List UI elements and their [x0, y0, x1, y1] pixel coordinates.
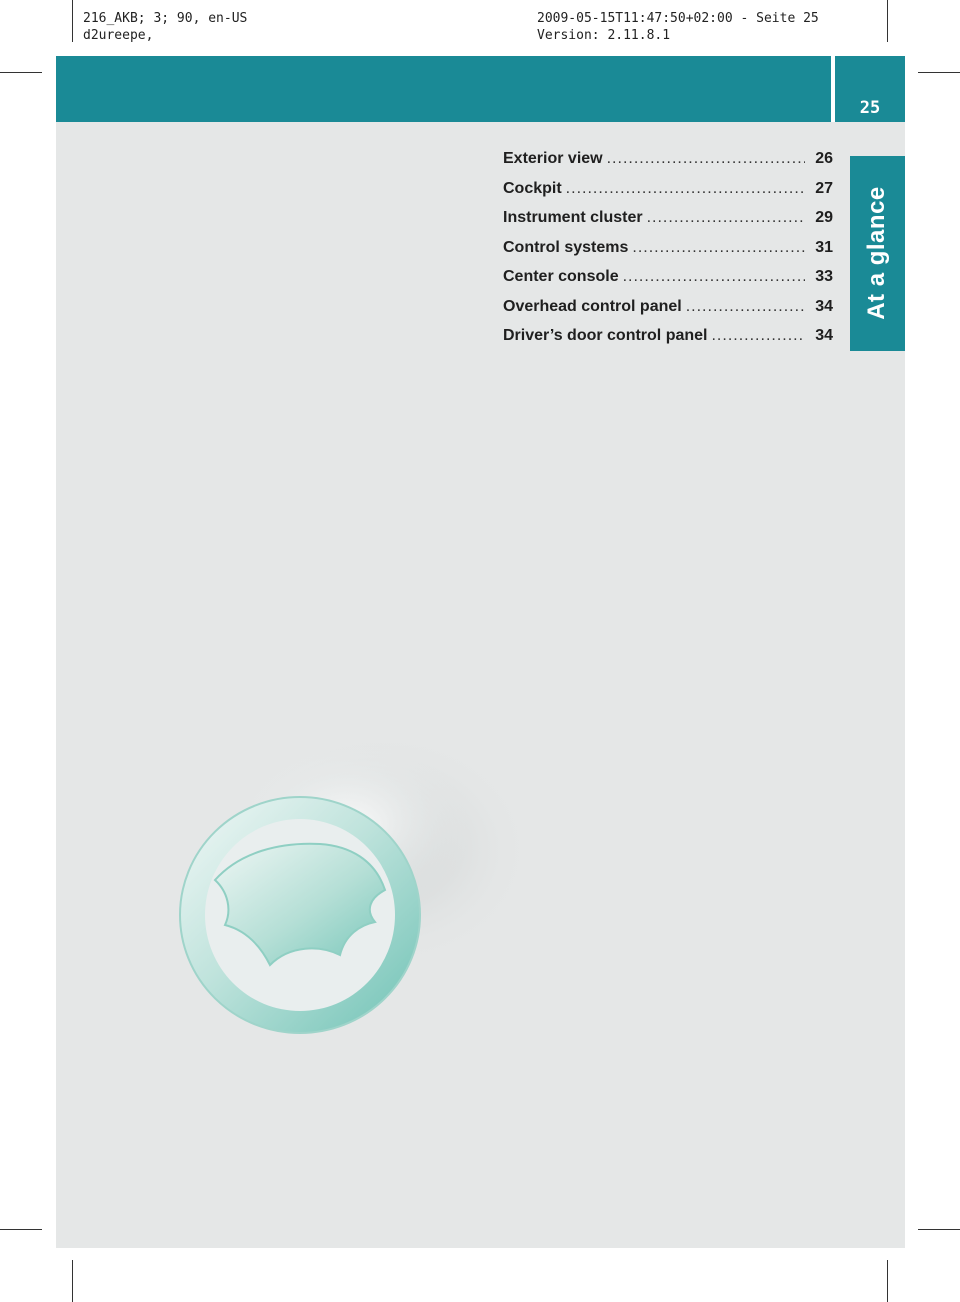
- toc-item-label: Cockpit: [503, 179, 562, 197]
- toc-item[interactable]: [503, 327, 833, 357]
- crop-mark: [72, 1260, 73, 1302]
- crop-mark: [887, 1260, 888, 1302]
- crop-mark: [72, 0, 73, 42]
- toc-item-page: 34: [815, 327, 833, 344]
- print-meta-line: Version: 2.11.8.1: [537, 28, 671, 43]
- toc-item-page: 31: [815, 238, 833, 256]
- toc-item-label: Exterior view: [503, 150, 603, 167]
- crop-mark: [887, 0, 888, 42]
- toc-item-label: Control systems: [503, 238, 629, 256]
- toc-item[interactable]: [503, 209, 833, 239]
- toc-item-label: Driver’s door control panel: [503, 327, 708, 344]
- print-meta-line: d2ureepe,: [83, 28, 154, 43]
- crop-mark: [918, 1229, 960, 1230]
- steering-wheel-icon: [170, 740, 530, 1040]
- toc-leader: [623, 268, 805, 286]
- toc-leader: [647, 209, 805, 227]
- print-meta-line: 2009-05-15T11:47:50+02:00 - Seite 25: [537, 11, 819, 26]
- toc-item[interactable]: [503, 298, 833, 328]
- toc-item-label: Center console: [503, 268, 619, 285]
- crop-mark: [0, 72, 42, 73]
- table-of-contents: [503, 150, 833, 357]
- toc-item[interactable]: [503, 150, 833, 180]
- toc-leader: [686, 298, 805, 316]
- print-meta-right: [537, 10, 819, 44]
- toc-item-page: 29: [815, 209, 833, 226]
- header-bar: [56, 56, 905, 122]
- toc-item-page: 26: [815, 150, 833, 167]
- crop-mark: [918, 72, 960, 73]
- toc-leader: [711, 327, 805, 345]
- section-title: At a glance: [863, 186, 890, 320]
- toc-item-label: Instrument cluster: [503, 209, 643, 226]
- toc-item[interactable]: [503, 180, 833, 210]
- toc-leader: [566, 180, 805, 198]
- toc-item-label: Overhead control panel: [503, 297, 682, 315]
- print-meta-line: 216_AKB; 3; 90, en-US: [83, 11, 248, 26]
- toc-item-page: 27: [815, 179, 833, 197]
- toc-item-page: 34: [815, 297, 833, 315]
- toc-item-page: 33: [815, 268, 833, 285]
- toc-leader: [607, 150, 805, 168]
- print-meta-left: [83, 10, 247, 44]
- toc-item[interactable]: [503, 239, 833, 269]
- crop-mark: [0, 1229, 42, 1230]
- page-number: 25: [859, 98, 881, 118]
- toc-item[interactable]: [503, 268, 833, 298]
- toc-leader: [632, 239, 805, 257]
